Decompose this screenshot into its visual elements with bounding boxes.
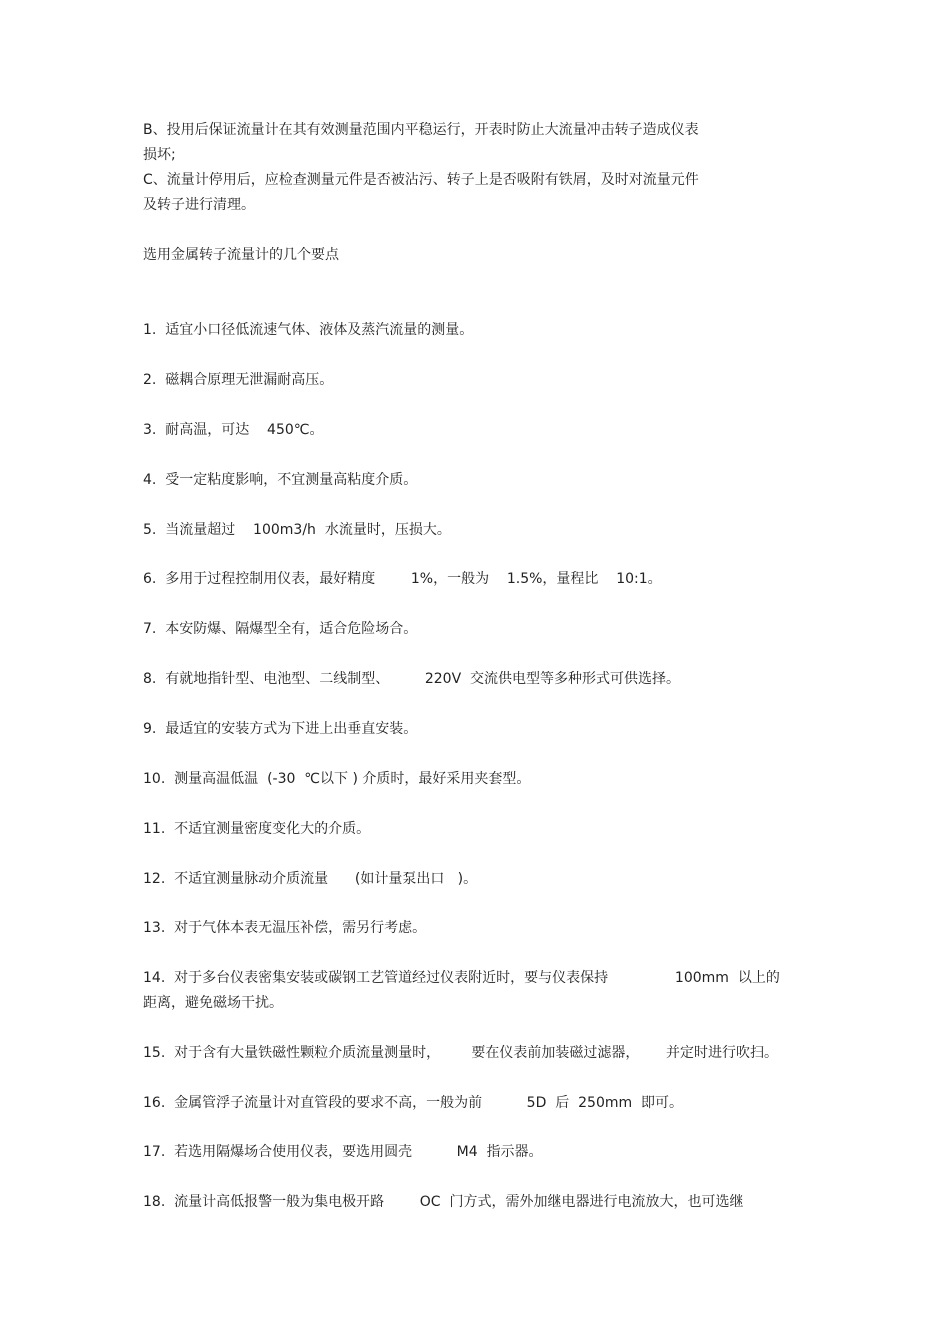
list-item-12: 12. 不适宜测量脉动介质流量 (如计量泵出口 )。 [143, 871, 478, 887]
list-item-17: 17. 若选用隔爆场合使用仪表，要选用圆壳 M4 指示器。 [143, 1144, 543, 1160]
list-item-3: 3. 耐高温，可达 450℃。 [143, 422, 324, 438]
list-item-15: 15. 对于含有大量铁磁性颗粒介质流量测量时， 要在仪表前加装磁过滤器， 并定时进行吹扫。 [143, 1045, 779, 1061]
list-item-7: 7. 本安防爆、隔爆型全有，适合危险场合。 [143, 621, 418, 637]
list-item-14-line-2: 距离，避免磁场干扰。 [143, 995, 283, 1011]
list-item-9: 9. 最适宜的安装方式为下进上出垂直安装。 [143, 721, 418, 737]
paragraph-c-line-2: 及转子进行清理。 [143, 197, 255, 213]
list-item-5: 5. 当流量超过 100m3/h 水流量时，压损大。 [143, 522, 451, 538]
list-item-8: 8. 有就地指针型、电池型、二线制型、 220V 交流供电型等多种形式可供选择。 [143, 671, 681, 687]
paragraph-c-line-1: C、流量计停用后，应检查测量元件是否被沾污、转子上是否吸附有铁屑，及时对流量元件 [143, 172, 699, 188]
list-item-6: 6. 多用于过程控制用仪表，最好精度 1%，一般为 1.5%，量程比 10:1。 [143, 571, 662, 587]
list-item-1: 1. 适宜小口径低流速气体、液体及蒸汽流量的测量。 [143, 322, 474, 338]
paragraph-b-line-1: B、投用后保证流量计在其有效测量范围内平稳运行，开表时防止大流量冲击转子造成仪表 [143, 122, 699, 138]
list-item-18: 18. 流量计高低报警一般为集电极开路 OC 门方式，需外加继电器进行电流放大，也可选继 [143, 1194, 744, 1210]
list-item-14-line-1: 14. 对于多台仪表密集安装或碳钢工艺管道经过仪表附近时，要与仪表保持 100mm 以上的 [143, 970, 780, 986]
section-title: 选用金属转子流量计的几个要点 [143, 247, 339, 263]
list-item-13: 13. 对于气体本表无温压补偿，需另行考虑。 [143, 920, 427, 936]
list-item-10: 10. 测量高温低温 (-30 ℃以下 ) 介质时，最好采用夹套型。 [143, 771, 531, 787]
list-item-2: 2. 磁耦合原理无泄漏耐高压。 [143, 372, 334, 388]
paragraph-b-line-2: 损坏; [143, 147, 176, 163]
list-item-11: 11. 不适宜测量密度变化大的介质。 [143, 821, 371, 837]
list-item-4: 4. 受一定粘度影响，不宜测量高粘度介质。 [143, 472, 418, 488]
list-item-16: 16. 金属管浮子流量计对直管段的要求不高，一般为前 5D 后 250mm 即可。 [143, 1095, 684, 1111]
